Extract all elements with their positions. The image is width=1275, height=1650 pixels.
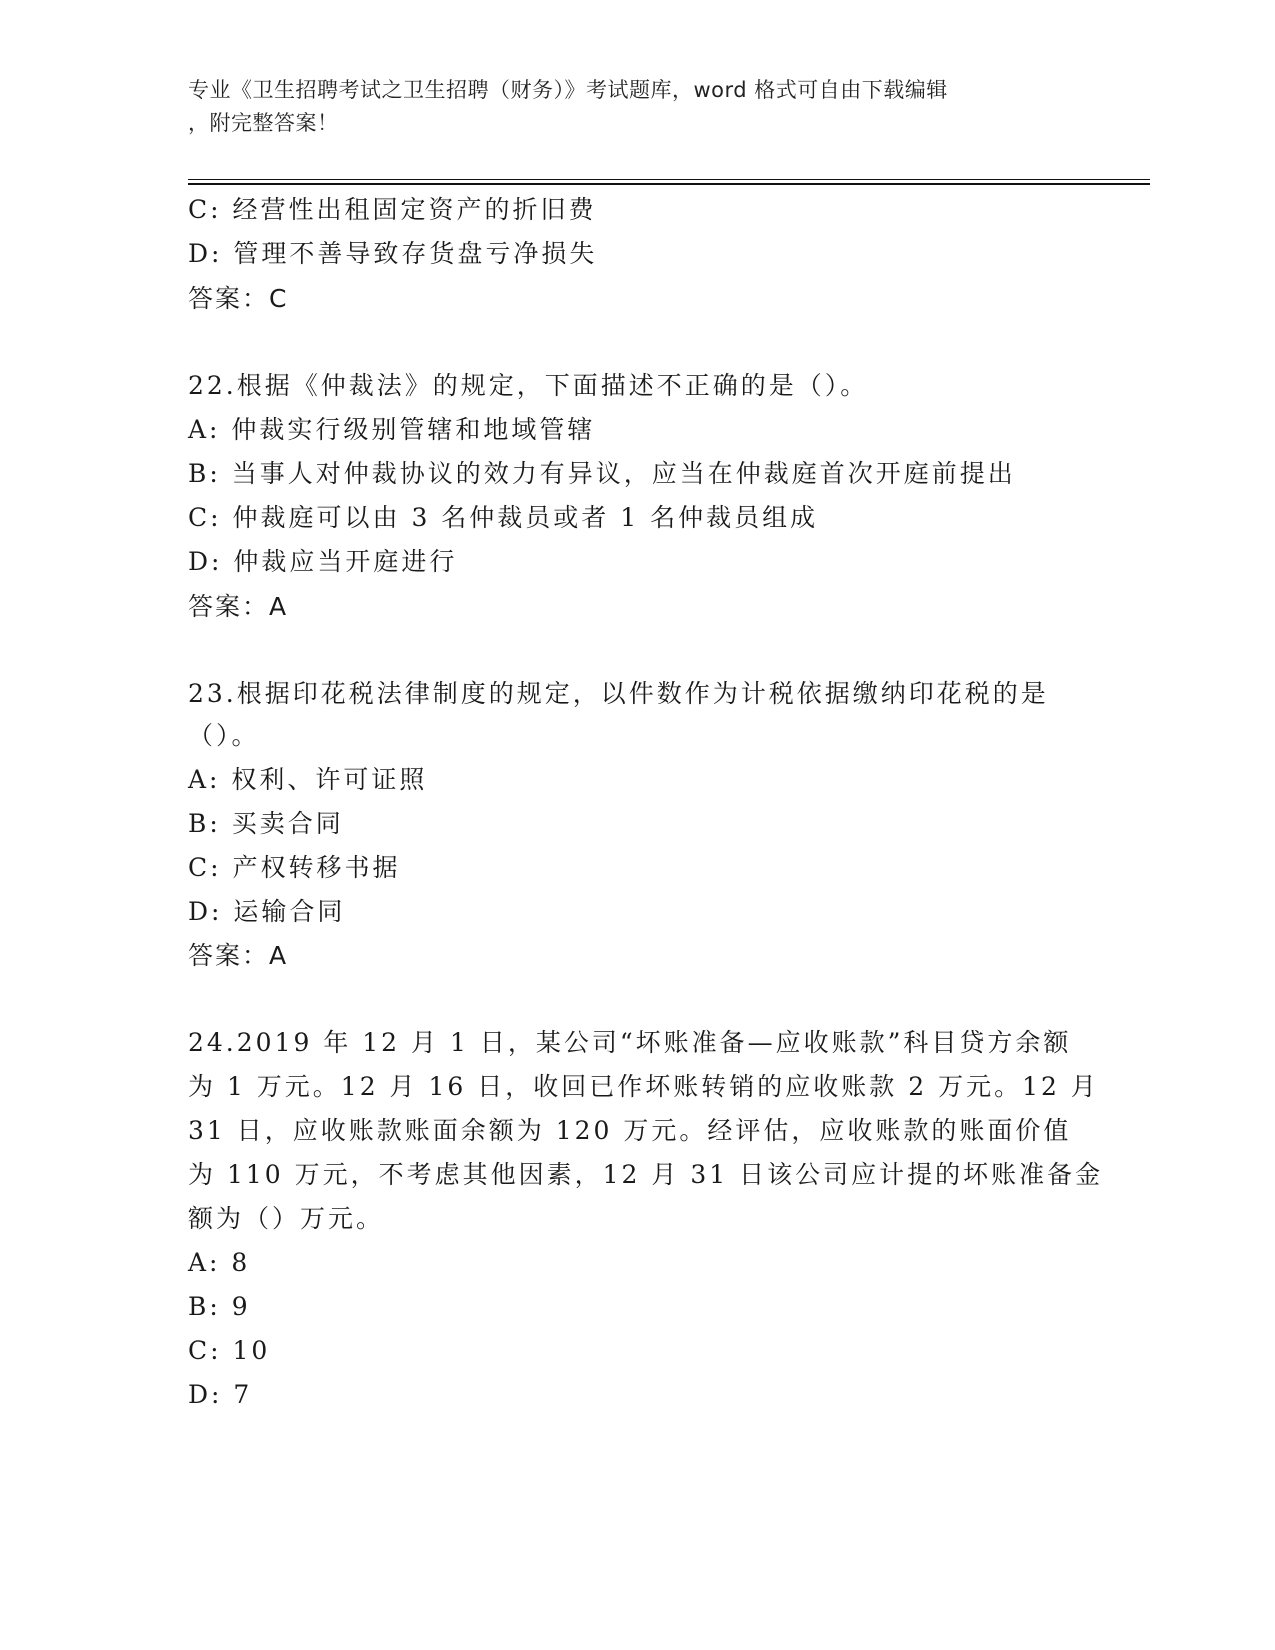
q22-option-c: C: 仲裁庭可以由 3 名仲裁员或者 1 名仲裁员组成 xyxy=(188,503,819,532)
page-header xyxy=(188,74,1068,140)
q21-option-d: D: 管理不善导致存货盘亏净损失 xyxy=(188,239,598,268)
q23-option-b: B: 买卖合同 xyxy=(188,809,344,838)
header-line-2: ，附完整答案！ xyxy=(188,111,339,135)
q24-stem-line-4: 为 110 万元，不考虑其他因素，12 月 31 日该公司应计提的坏账准备金 xyxy=(188,1160,1104,1189)
q23-option-d: D: 运输合同 xyxy=(188,897,346,926)
q24-option-a: A: 8 xyxy=(188,1248,251,1277)
q24-stem-line-1: 24.2019 年 12 月 1 日，某公司“坏账准备—应收账款”科目贷方余额 xyxy=(188,1028,1072,1057)
header-divider-thick xyxy=(188,183,1150,185)
q21-option-c: C: 经营性出租固定资产的折旧费 xyxy=(188,195,597,224)
q24-option-d: D: 7 xyxy=(188,1380,253,1409)
q21-answer: 答案：C xyxy=(188,284,289,313)
q23-stem-line-1: 23.根据印花税法律制度的规定，以件数作为计税依据缴纳印花税的是 xyxy=(188,679,1049,708)
header-line-1: 专业《卫生招聘考试之卫生招聘（财务）》考试题库，word 格式可自由下载编辑 xyxy=(188,78,948,102)
q22-option-b: B: 当事人对仲裁协议的效力有异议，应当在仲裁庭首次开庭前提出 xyxy=(188,459,1016,488)
q24-stem-line-5: 额为（）万元。 xyxy=(188,1204,385,1233)
q22-option-a: A: 仲裁实行级别管辖和地域管辖 xyxy=(188,415,596,444)
q24-option-c: C: 10 xyxy=(188,1336,271,1365)
q22-option-d: D: 仲裁应当开庭进行 xyxy=(188,547,458,576)
q23-answer: 答案：A xyxy=(188,941,289,970)
q23-option-c: C: 产权转移书据 xyxy=(188,853,401,882)
header-divider-thin xyxy=(188,179,1150,180)
q22-answer: 答案：A xyxy=(188,592,289,621)
q23-option-a: A: 权利、许可证照 xyxy=(188,765,428,794)
q24-stem-line-2: 为 1 万元。12 月 16 日，收回已作坏账转销的应收账款 2 万元。12 月 xyxy=(188,1072,1099,1101)
q22-stem: 22.根据《仲裁法》的规定，下面描述不正确的是（）。 xyxy=(188,371,869,400)
q23-stem-line-2: （）。 xyxy=(188,721,260,750)
q24-stem-line-3: 31 日，应收账款账面余额为 120 万元。经评估，应收账款的账面价值 xyxy=(188,1116,1072,1145)
q24-option-b: B: 9 xyxy=(188,1292,251,1321)
